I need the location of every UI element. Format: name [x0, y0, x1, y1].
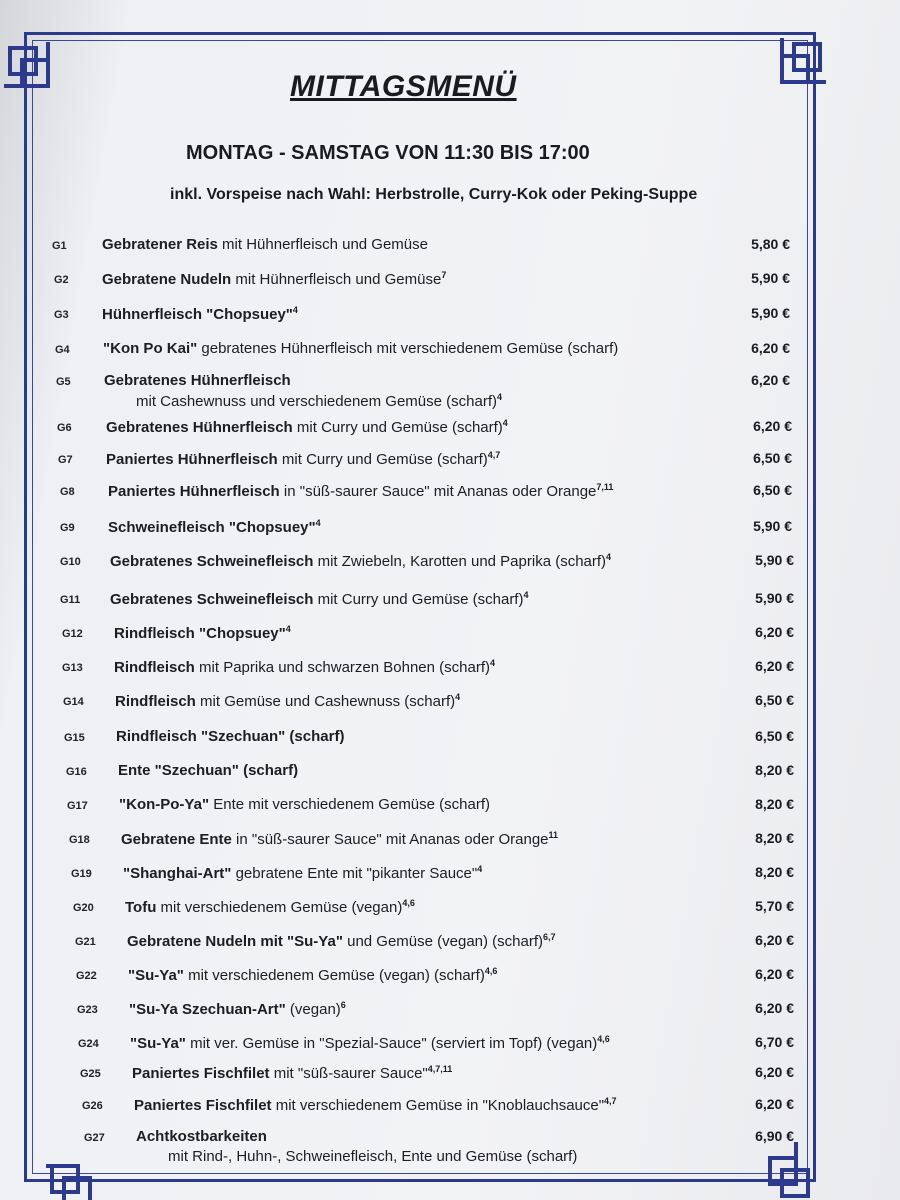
item-name-bold: "Shanghai-Art"	[123, 865, 232, 882]
item-price: 6,50 €	[753, 482, 792, 498]
item-code: G9	[60, 522, 75, 534]
item-name-bold: Paniertes Hühnerfleisch	[108, 483, 280, 500]
item-name	[116, 728, 344, 745]
allergen-note: 4	[502, 418, 508, 428]
menu-item	[84, 1128, 900, 1165]
item-price: 5,90 €	[753, 518, 792, 534]
menu-item	[75, 932, 900, 962]
item-code: G13	[62, 662, 83, 674]
allergen-note: 4	[455, 692, 461, 702]
corner-ornament-icon	[2, 40, 66, 104]
item-name	[134, 1096, 617, 1114]
item-description: mit Paprika und schwarzen Bohnen (scharf)	[194, 659, 490, 676]
item-code: G23	[77, 1004, 98, 1016]
menu-item	[55, 340, 900, 370]
item-name-bold: Gebratener Reis	[102, 236, 218, 253]
item-name	[121, 830, 558, 848]
item-name	[102, 305, 298, 323]
item-price: 6,20 €	[751, 340, 790, 356]
menu-item	[62, 624, 900, 654]
item-price: 5,70 €	[755, 898, 794, 914]
item-description: mit verschiedenem Gemüse (vegan) (scharf)	[183, 967, 485, 984]
item-name	[129, 1000, 346, 1018]
item-name	[102, 270, 446, 288]
item-price: 6,20 €	[755, 932, 794, 948]
item-name-bold: Gebratene Nudeln	[102, 271, 232, 288]
item-name	[127, 932, 556, 950]
item-price: 6,20 €	[755, 966, 794, 982]
item-price: 6,90 €	[755, 1128, 794, 1144]
item-name	[106, 450, 500, 468]
item-description-line2	[136, 392, 502, 410]
item-name-bold: Achtkostbarkeiten	[136, 1128, 267, 1145]
item-name-bold: Gebratene Nudeln mit "Su-Ya"	[127, 933, 343, 950]
item-price: 6,70 €	[755, 1034, 794, 1050]
menu-item	[71, 864, 900, 894]
item-name	[106, 418, 508, 436]
item-code: G16	[66, 766, 87, 778]
item-code: G24	[78, 1038, 99, 1050]
item-code: G25	[80, 1068, 101, 1080]
allergen-note: 4,7,11	[427, 1064, 453, 1074]
item-name-bold: Rindfleisch "Chopsuey"	[114, 625, 286, 642]
item-name	[114, 624, 291, 642]
menu-item	[76, 966, 900, 996]
page-title: MITTAGSMENÜ	[290, 70, 517, 103]
item-name-bold: Schweinefleisch "Chopsuey"	[108, 519, 316, 536]
item-code: G19	[71, 868, 92, 880]
item-code: G18	[69, 834, 90, 846]
item-name-bold: "Su-Ya Szechuan-Art"	[129, 1001, 286, 1018]
item-price: 6,50 €	[755, 728, 794, 744]
item-name	[136, 1128, 267, 1145]
allergen-note: 4	[292, 305, 298, 315]
menu-item	[60, 482, 900, 512]
item-name	[114, 658, 495, 676]
item-name-bold: "Kon Po Kai"	[103, 340, 198, 357]
item-name-bold: Paniertes Hühnerfleisch	[106, 451, 278, 468]
item-name-bold: Hühnerfleisch "Chopsuey"	[102, 306, 293, 323]
item-code: G12	[62, 628, 83, 640]
item-code: G26	[82, 1100, 103, 1112]
item-description: mit Gemüse und Cashewnuss (scharf)	[195, 693, 456, 710]
item-name	[103, 340, 618, 357]
item-name	[128, 966, 497, 984]
allergen-note: 4,7	[604, 1096, 617, 1106]
item-price: 5,90 €	[751, 305, 790, 321]
item-code: G22	[76, 970, 97, 982]
allergen-note: 4,6	[402, 898, 415, 908]
item-price: 6,50 €	[753, 450, 792, 466]
item-description: mit Curry und Gemüse (scharf)	[277, 451, 488, 468]
item-price: 5,90 €	[751, 270, 790, 286]
item-code: G5	[56, 376, 71, 388]
allergen-note: 4	[496, 392, 502, 402]
item-code: G27	[84, 1132, 105, 1144]
menu-item	[63, 692, 900, 722]
menu-item	[80, 1064, 900, 1094]
item-description: in "süß-saurer Sauce" mit Ananas oder Orange	[279, 483, 597, 500]
item-description: gebratene Ente mit "pikanter Sauce"	[231, 865, 478, 882]
item-description: (vegan)	[285, 1001, 341, 1018]
item-name	[123, 864, 482, 882]
item-name-bold: Rindfleisch "Szechuan" (scharf)	[116, 728, 345, 745]
item-description: mit ver. Gemüse in "Spezial-Sauce" (serviert im Topf) (vegan)	[185, 1035, 598, 1052]
item-price: 6,50 €	[755, 692, 794, 708]
item-name	[108, 482, 613, 500]
item-name	[110, 552, 611, 570]
starter-note: inkl. Vorspeise nach Wahl: Herbstrolle, Curry-Kok oder Peking-Suppe	[170, 186, 698, 203]
item-code: G3	[54, 309, 69, 321]
item-price: 8,20 €	[755, 864, 794, 880]
item-name-bold: Paniertes Fischfilet	[134, 1097, 272, 1114]
item-description: mit Hühnerfleisch und Gemüse	[217, 236, 428, 253]
menu-item	[52, 236, 900, 266]
item-name	[108, 518, 321, 536]
item-description: mit Hühnerfleisch und Gemüse	[231, 271, 442, 288]
item-code: G4	[55, 344, 70, 356]
item-name-bold: Gebratene Ente	[121, 831, 232, 848]
item-price: 6,20 €	[751, 372, 790, 388]
allergen-note: 6	[340, 1000, 346, 1010]
item-name	[119, 796, 490, 813]
item-name	[125, 898, 415, 916]
item-price: 6,20 €	[755, 1096, 794, 1112]
menu-item	[77, 1000, 900, 1030]
item-code: G1	[52, 240, 67, 252]
item-code: G20	[73, 902, 94, 914]
menu-item	[60, 590, 900, 620]
item-name	[130, 1034, 610, 1052]
item-code: G11	[60, 594, 81, 606]
item-price: 8,20 €	[755, 762, 794, 778]
item-description: mit Curry und Gemüse (scharf)	[292, 419, 503, 436]
menu-item	[78, 1034, 900, 1064]
menu-item	[56, 372, 900, 410]
menu-item	[67, 796, 900, 826]
allergen-note: 4	[606, 552, 612, 562]
item-name	[102, 236, 428, 253]
item-price: 8,20 €	[755, 796, 794, 812]
allergen-note: 4	[490, 658, 496, 668]
item-name-bold: Gebratenes Hühnerfleisch	[106, 419, 293, 436]
item-name-bold: "Su-Ya"	[130, 1035, 186, 1052]
item-description: Ente mit verschiedenem Gemüse (scharf)	[209, 796, 490, 813]
item-name	[118, 762, 298, 779]
item-price: 6,20 €	[755, 624, 794, 640]
item-name-bold: "Su-Ya"	[128, 967, 184, 984]
item-description: mit Rind-, Huhn-, Schweinefleisch, Ente und Gemüse (scharf)	[168, 1148, 578, 1165]
item-price: 6,20 €	[755, 1064, 794, 1080]
menu-item	[69, 830, 900, 860]
item-price: 8,20 €	[755, 830, 794, 846]
item-code: G10	[60, 556, 81, 568]
item-description-line2	[168, 1148, 577, 1165]
allergen-note: 4	[285, 624, 291, 634]
item-name-bold: Ente "Szechuan" (scharf)	[118, 762, 299, 779]
item-code: G14	[63, 696, 84, 708]
item-code: G17	[67, 800, 88, 812]
item-price: 6,20 €	[755, 1000, 794, 1016]
item-name-bold: Gebratenes Schweinefleisch	[110, 553, 314, 570]
menu-item	[57, 418, 900, 448]
menu-item	[60, 552, 900, 582]
corner-ornament-icon	[764, 36, 828, 100]
menu-item	[64, 728, 900, 758]
opening-hours: MONTAG - SAMSTAG VON 11:30 BIS 17:00	[186, 142, 590, 164]
item-description: mit Cashewnuss und verschiedenem Gemüse (scharf)	[136, 393, 497, 410]
item-code: G7	[58, 454, 73, 466]
item-description: und Gemüse (vegan) (scharf)	[342, 933, 544, 950]
item-description: mit Zwiebeln, Karotten und Paprika (scharf)	[313, 553, 607, 570]
item-name	[115, 692, 460, 710]
item-description: in "süß-saurer Sauce" mit Ananas oder Orange	[231, 831, 549, 848]
allergen-note: 11	[548, 830, 559, 840]
allergen-note: 4,7	[487, 450, 501, 460]
menu-item	[54, 270, 900, 300]
menu-item	[62, 658, 900, 688]
menu-item	[73, 898, 900, 928]
item-price: 6,20 €	[755, 658, 794, 674]
item-price: 6,20 €	[753, 418, 792, 434]
item-name-bold: Gebratenes Hühnerfleisch	[104, 372, 291, 389]
allergen-note: 4	[315, 518, 321, 528]
menu-item	[82, 1096, 900, 1126]
item-code: G15	[64, 732, 85, 744]
allergen-note: 4	[477, 864, 483, 874]
item-description: gebratenes Hühnerfleisch mit verschiedenem Gemüse (scharf)	[197, 340, 619, 357]
allergen-note: 6,7	[543, 932, 556, 942]
menu-item	[54, 305, 900, 335]
item-price: 5,90 €	[755, 552, 794, 568]
menu-item	[60, 518, 900, 548]
item-name-bold: Tofu	[125, 899, 157, 916]
item-name	[132, 1064, 452, 1082]
item-description: mit "süß-saurer Sauce"	[269, 1065, 428, 1082]
menu-item	[58, 450, 900, 480]
item-code: G8	[60, 486, 75, 498]
item-price: 5,90 €	[755, 590, 794, 606]
item-description: mit verschiedenem Gemüse (vegan)	[156, 899, 403, 916]
item-name-bold: Rindfleisch	[115, 693, 196, 710]
allergen-note: 7	[441, 270, 447, 280]
item-name-bold: Paniertes Fischfilet	[132, 1065, 270, 1082]
item-name-bold: Rindfleisch	[114, 659, 195, 676]
menu-item	[66, 762, 900, 792]
item-name-bold: Gebratenes Schweinefleisch	[110, 591, 314, 608]
allergen-note: 4,6	[484, 966, 498, 976]
item-name	[110, 590, 529, 608]
item-name	[104, 372, 291, 389]
item-code: G6	[57, 422, 72, 434]
allergen-note: 4,6	[597, 1034, 610, 1044]
item-description: mit Curry und Gemüse (scharf)	[313, 591, 524, 608]
allergen-note: 7,11	[596, 482, 614, 492]
allergen-note: 4	[523, 590, 529, 600]
item-name-bold: "Kon-Po-Ya"	[119, 796, 210, 813]
item-price: 5,80 €	[751, 236, 790, 252]
item-description: mit verschiedenem Gemüse in "Knoblauchsauce"	[271, 1097, 605, 1114]
item-code: G2	[54, 274, 69, 286]
item-code: G21	[75, 936, 96, 948]
